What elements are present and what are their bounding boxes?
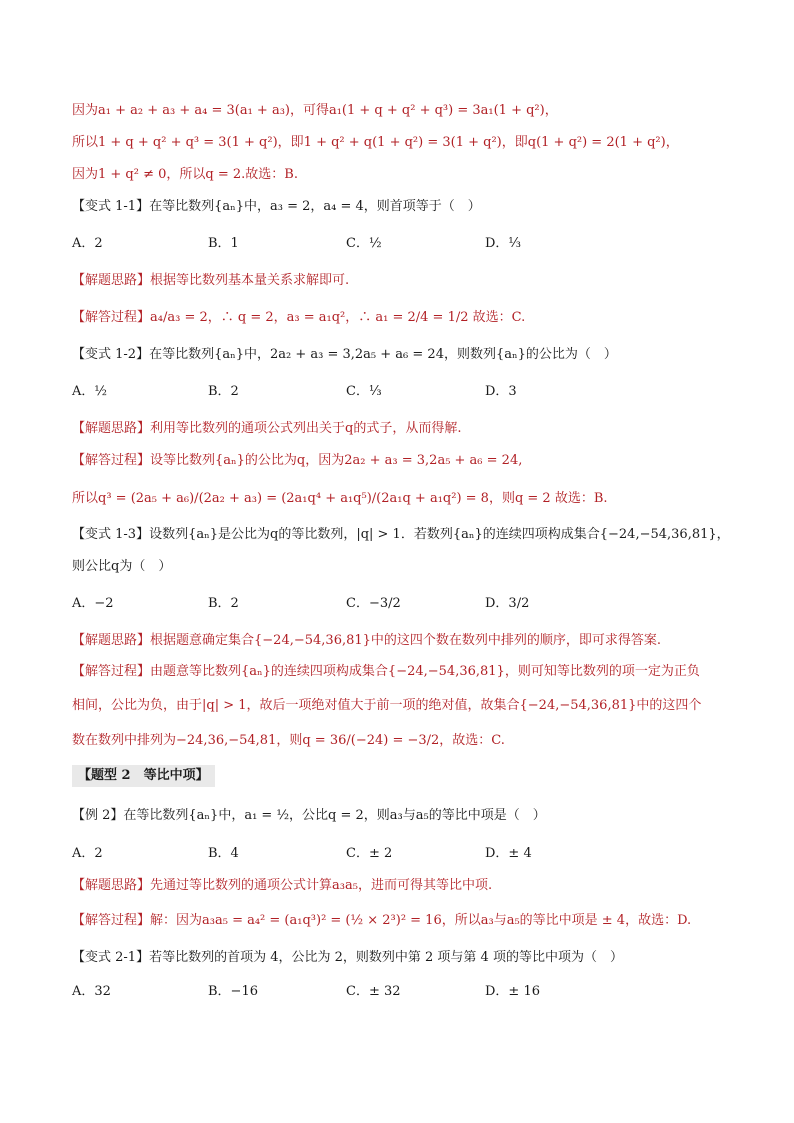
- choice-b: B．2: [208, 596, 239, 611]
- question-tag: 【变式 1-3】: [72, 527, 150, 542]
- question-v1-2: [72, 345, 734, 365]
- choice-d: D．3/2: [485, 596, 530, 611]
- choice-a: A．32: [72, 984, 111, 999]
- question-text: 在等比数列{aₙ}中，2a₂ + a₃ = 3,2a₅ + a₆ = 24，则数列{aₙ}的公比为（ ）: [149, 347, 617, 362]
- choice-b: B．2: [208, 384, 239, 399]
- question-text: 设数列{aₙ}是公比为q的等比数列，|q| > 1．若数列{aₙ}的连续四项构成集合{−24,−54,36,81}，: [149, 527, 730, 542]
- hint-v1-3: [72, 631, 734, 651]
- question-tag: 【变式 1-2】: [72, 347, 150, 362]
- choice-c: C．± 32: [346, 984, 401, 999]
- choice-a: A．2: [72, 236, 103, 251]
- question-v1-1: [72, 197, 734, 217]
- process-text: a₄/a₃ = 2，∴ q = 2，a₃ = a₁q²，∴ a₁ = 2/4 = 1/2 故选：C.: [150, 310, 526, 325]
- choice-b: B．1: [208, 236, 239, 251]
- choice-c: C．⅓: [346, 384, 382, 399]
- intro-line-1: 因为a₁ + a₂ + a₃ + a₄ = 3(a₁ + a₃)，可得a₁(1 + q + q² + q³) = 3a₁(1 + q²)，: [72, 103, 558, 118]
- question-tag: 【变式 1-1】: [72, 199, 150, 214]
- hint-text: 先通过等比数列的通项公式计算a₃a₅，进而可得其等比中项.: [150, 878, 493, 893]
- choice-a: A．2: [72, 846, 103, 861]
- hint-label: 【解题思路】: [72, 878, 151, 893]
- question-text: 在等比数列{aₙ}中，a₁ = ½，公比q = 2，则a₃与a₅的等比中项是（ ）: [123, 808, 546, 823]
- choice-b: B．−16: [208, 984, 258, 999]
- process-label: 【解答过程】: [72, 664, 151, 679]
- process-text: 解：因为a₃a₅ = a₄² = (a₁q³)² = (½ × 2³)² = 16，所以a₃与a₅的等比中项是 ± 4，故选：D.: [150, 913, 692, 928]
- question-text: 若等比数列的首项为 4，公比为 2，则数列中第 2 项与第 4 项的等比中项为（ ）: [149, 950, 623, 965]
- hint-label: 【解题思路】: [72, 633, 151, 648]
- choice-d: D．± 4: [485, 846, 532, 861]
- hint-v1-2: [72, 419, 734, 439]
- hint-text: 根据题意确定集合{−24,−54,36,81}中的这四个数在数列中排列的顺序，即可求得答案.: [150, 633, 662, 648]
- process-v1-2-line-2: 所以q³ = (2a₅ + a₆)/(2a₂ + a₃) = (2a₁q⁴ + a₁q⁵)/(2a₁q + a₁q²) = 8，则q = 2 故选：B.: [72, 491, 608, 506]
- process-ex-2: [72, 911, 734, 931]
- process-label: 【解答过程】: [72, 310, 151, 325]
- choice-d: D．± 16: [485, 984, 540, 999]
- hint-label: 【解题思路】: [72, 273, 151, 288]
- process-v1-2: [72, 451, 734, 471]
- process-label: 【解答过程】: [72, 453, 151, 468]
- choice-a: A．½: [72, 384, 107, 399]
- process-text: 由题意等比数列{aₙ}的连续四项构成集合{−24,−54,36,81}，则可知等比数列的项一定为正负: [150, 664, 700, 679]
- process-v1-3: [72, 662, 734, 682]
- process-v1-1: [72, 308, 734, 328]
- hint-v1-1: [72, 271, 734, 291]
- intro-line-3: 因为1 + q² ≠ 0，所以q = 2.故选：B.: [72, 167, 298, 182]
- hint-label: 【解题思路】: [72, 421, 151, 436]
- question-text: 在等比数列{aₙ}中，a₃ = 2，a₄ = 4，则首项等于（ ）: [149, 199, 481, 214]
- hint-ex-2: [72, 876, 734, 896]
- section-heading: 【题型 2 等比中项】: [72, 765, 215, 787]
- choice-b: B．4: [208, 846, 239, 861]
- choice-d: D．3: [485, 384, 517, 399]
- question-v1-3-line-2: 则公比q为（ ）: [72, 559, 172, 574]
- hint-text: 根据等比数列基本量关系求解即可.: [150, 273, 350, 288]
- process-v1-3-line-2: 相间，公比为负，由于|q| > 1，故后一项绝对值大于前一项的绝对值，故集合{−24,−54,36,81}中的这四个: [72, 698, 702, 713]
- question-tag: 【变式 2-1】: [72, 950, 150, 965]
- question-v1-3: [72, 525, 734, 545]
- question-tag: 【例 2】: [72, 808, 124, 823]
- choice-c: C．−3/2: [346, 596, 401, 611]
- intro-line-2: 所以1 + q + q² + q³ = 3(1 + q²)，即1 + q² + q(1 + q²) = 3(1 + q²)，即q(1 + q²) = 2(1 + q²)，: [72, 135, 679, 150]
- process-label: 【解答过程】: [72, 913, 151, 928]
- process-text: 设等比数列{aₙ}的公比为q，因为2a₂ + a₃ = 3,2a₅ + a₆ = 24,: [150, 453, 523, 468]
- choice-a: A．−2: [72, 596, 114, 611]
- choice-c: C．½: [346, 236, 382, 251]
- question-v2-1: [72, 948, 734, 968]
- choice-c: C．± 2: [346, 846, 393, 861]
- process-v1-3-line-3: 数在数列中排列为−24,36,−54,81，则q = 36/(−24) = −3/2，故选：C.: [72, 733, 505, 748]
- choice-d: D．⅓: [485, 236, 522, 251]
- question-ex-2: [72, 806, 734, 826]
- hint-text: 利用等比数列的通项公式列出关于q的式子，从而得解.: [150, 421, 462, 436]
